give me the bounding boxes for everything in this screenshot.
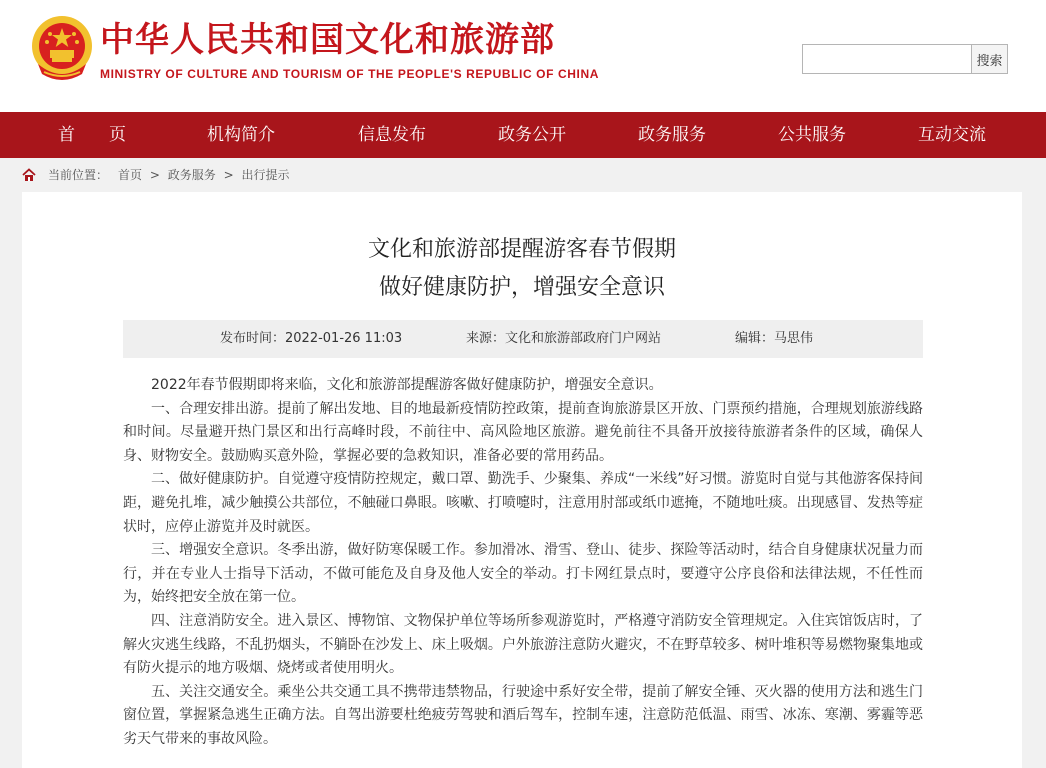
article-paragraph: 二、做好健康防护。自觉遵守疫情防控规定，戴口罩、勤洗手、少聚集、养成“一米线”好习惯。游览时自觉与其他游客保持间距，避免扎堆，减少触摸公共部位，不触碰口鼻眼。咳嗽、打喷嚏时，注意用肘部或纸巾遮掩，不随地吐痰。出现感冒、发热等症状时，应停止游览并及时就医。 bbox=[123, 471, 923, 535]
article-paragraph: 三、增强安全意识。冬季出游，做好防寒保暖工作。参加滑冰、滑雪、登山、徒步、探险等活动时，结合自身健康状况量力而行，并在专业人士指导下活动，不做可能危及自身及他人安全的举动。打卡网红景点时，要遵守公序良俗和法律法规，不任性而为，始终把安全放在第一位。 bbox=[123, 542, 923, 606]
article-paragraph: 2022年春节假期即将来临，文化和旅游部提醒游客做好健康防护，增强安全意识。 bbox=[151, 377, 663, 393]
home-icon bbox=[22, 168, 36, 182]
publish-time: 发布时间：2022-01-26 11:03 bbox=[220, 331, 403, 346]
breadcrumb-list bbox=[118, 158, 293, 192]
site-subtitle: MINISTRY OF CULTURE AND TOURISM OF THE PEOPLE'S REPUBLIC OF CHINA bbox=[100, 67, 599, 81]
search-box bbox=[802, 44, 1008, 74]
breadcrumb-item-government-services[interactable]: 政务服务 bbox=[167, 168, 216, 182]
article-title-line2: 做好健康防护，增强安全意识 bbox=[378, 275, 665, 300]
breadcrumb-item-home[interactable]: 首页 bbox=[118, 168, 143, 182]
search-button[interactable]: 搜索 bbox=[971, 45, 1007, 73]
article-paragraph: 五、关注交通安全。乘坐公共交通工具不携带违禁物品，行驶途中系好安全带，提前了解安全锤、灭火器的使用方法和逃生门窗位置，掌握紧急逃生正确方法。自驾出游要杜绝疲劳驾驶和酒后驾车，控制车速，注意防范低温、雨雪、冰冻、寒潮、雾霾等恶劣天气带来的事故风险。 bbox=[123, 683, 923, 747]
nav-item-home[interactable]: 首 页 bbox=[58, 125, 126, 145]
article-editor: 编辑：马思伟 bbox=[735, 331, 814, 346]
article-meta bbox=[123, 320, 923, 358]
national-emblem-icon[interactable] bbox=[30, 14, 94, 82]
breadcrumb-separator: > bbox=[223, 168, 234, 182]
nav-item-news[interactable]: 信息发布 bbox=[358, 125, 426, 145]
nav-item-interaction[interactable]: 互动交流 bbox=[918, 125, 986, 145]
nav-item-about[interactable]: 机构简介 bbox=[207, 125, 275, 145]
article-paragraph: 四、注意消防安全。进入景区、博物馆、文物保护单位等场所参观游览时，严格遵守消防安全管理规定。入住宾馆饭店时，了解火灾逃生线路，不乱扔烟头，不躺卧在沙发上、床上吸烟。户外旅游注意防火避灾，不在野草较多、树叶堆积等易燃物聚集地或有防火提示的地方吸烟、烧烤或者使用明火。 bbox=[123, 612, 923, 677]
site-header bbox=[0, 0, 1046, 112]
site-title[interactable]: 中华人民共和国文化和旅游部 bbox=[100, 20, 555, 60]
search-input[interactable] bbox=[803, 45, 971, 73]
breadcrumb-label: 当前位置： bbox=[48, 168, 109, 182]
main-nav bbox=[0, 112, 1046, 158]
article-title-line1: 文化和旅游部提醒游客春节假期 bbox=[367, 237, 676, 262]
nav-item-government-services[interactable]: 政务服务 bbox=[638, 125, 706, 145]
breadcrumb-item-travel-tips[interactable]: 出行提示 bbox=[241, 168, 290, 182]
article-source: 来源：文化和旅游部政府门户网站 bbox=[466, 331, 662, 346]
nav-item-public-services[interactable]: 公共服务 bbox=[778, 125, 846, 145]
article-body bbox=[123, 374, 923, 752]
nav-item-open-government[interactable]: 政务公开 bbox=[498, 125, 566, 145]
article bbox=[22, 192, 1022, 768]
breadcrumb bbox=[0, 158, 1046, 192]
breadcrumb-separator: > bbox=[149, 168, 160, 182]
article-paragraph: 一、合理安排出游。提前了解出发地、目的地最新疫情防控政策，提前查询旅游景区开放、门票预约措施，合理规划旅游线路和时间。尽量避开热门景区和出行高峰时段，不前往中、高风险地区旅游。避免前往不具备开放接待旅游者条件的区域，确保人身、财物安全。鼓励购买意外险，掌握必要的急救知识，准备必要的常用药品。 bbox=[123, 400, 923, 464]
